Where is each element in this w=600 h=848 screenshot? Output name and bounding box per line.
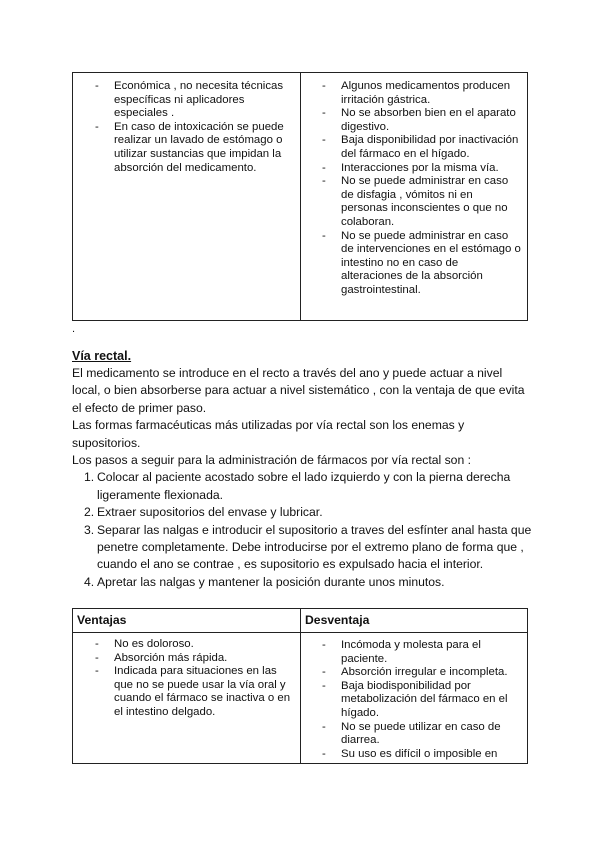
bullet-item [322, 679, 521, 721]
oral-disadvantages-cell [301, 73, 528, 321]
dash-marker: - [95, 80, 99, 92]
dash-marker: - [322, 229, 326, 242]
dash-marker: - [322, 161, 326, 174]
bullet-item [322, 175, 521, 229]
bullet-text: Económica , no necesita técnicas específicas ni aplicadores especiales . [114, 80, 284, 120]
bullet-text: Baja biodisponibilidad por metabolización del fármaco en el hígado. [341, 679, 508, 719]
bullet-text: No se absorben bien en el aparato digestivo. [341, 107, 516, 133]
rectal-section [72, 348, 532, 591]
bullet-text: No se puede utilizar en caso de diarrea. [341, 720, 501, 747]
rectal-advantages-cell [73, 633, 301, 764]
dash-marker: - [95, 120, 99, 133]
dash-marker: - [95, 665, 99, 678]
bullet-text: Interacciones por la misma vía. [341, 161, 499, 174]
dash-marker: - [322, 80, 326, 92]
oral-route-table [72, 72, 528, 321]
rectal-disadvantages-cell [301, 633, 528, 764]
intro-paragraph: El medicamento se introduce en el recto a través del ano y puede actuar a nivel local, o bien absorberse para actuar a nivel sistemático , con la ventaja de que evita el efecto de primer paso. [72, 366, 525, 415]
step-item: 2. Extraer supositorios del envase y lubricar. [84, 505, 323, 520]
steps-intro: Los pasos a seguir para la administración de fármacos por vía rectal son : [72, 453, 472, 468]
dash-marker: - [322, 107, 326, 120]
bullet-item [95, 80, 295, 121]
rectal-disadvantages-list [322, 639, 521, 761]
oral-disadvantages-list [322, 80, 521, 298]
bullet-item [322, 161, 521, 176]
bullet-text: Algunos medicamentos producen irritación gástrica. [341, 80, 511, 106]
bullet-text: Absorción irregular e incompleta. [341, 666, 508, 679]
bullet-text: Indicada para situaciones en las que no se puede usar la vía oral y cuando el fármaco se inactiva o en el intestino delgado. [114, 665, 291, 718]
dash-marker: - [95, 651, 99, 664]
bullet-item [322, 229, 521, 298]
bullet-item [95, 120, 295, 175]
bullet-item [95, 665, 296, 719]
dash-marker: - [322, 639, 326, 651]
dash-marker: - [322, 134, 326, 147]
bullet-text: Baja disponibilidad por inactivación del fármaco en el hígado. [341, 134, 519, 160]
bullet-item [322, 134, 521, 161]
oral-advantages-cell [73, 73, 301, 321]
bullet-item [322, 720, 521, 748]
oral-advantages-list [95, 80, 295, 175]
step-item: 4. Apretar las nalgas y mantener la posición durante unos minutos. [84, 574, 445, 589]
step-item: 3. Separar las nalgas e introducir el supositorio a traves del esfínter anal hasta que penetre completamente. Debe introducirse por el extremo plano de forma que , cuando el ano se contrae , es supositorio es expulsado hacia el interior. [84, 522, 532, 572]
header-advantages: Ventajas [73, 609, 301, 633]
dash-marker: - [95, 638, 99, 650]
header-disadvantages: Desventaja [301, 609, 528, 633]
dash-marker: - [322, 666, 326, 679]
bullet-item [322, 107, 521, 134]
bullet-text: No se puede administrar en caso de disfagia , vómitos ni en personas inconscientes o que no colaboran. [341, 175, 509, 228]
dash-marker: - [322, 175, 326, 188]
bullet-text: Incómoda y molesta para el paciente. [341, 639, 481, 665]
bullet-text: No es doloroso. [114, 638, 194, 650]
rectal-advantages-list [95, 638, 296, 720]
bullet-text: Su uso es difícil o imposible en [341, 747, 498, 760]
bullet-text: En caso de intoxicación se puede realizar un lavado de estómago o utilizar sustancias que impidan la absorción del medicamento. [114, 120, 284, 174]
section-title: Vía rectal. [72, 349, 132, 363]
bullet-item [322, 80, 521, 107]
bullet-item [95, 638, 296, 652]
bullet-item [322, 639, 521, 666]
step-item: 1. Colocar al paciente acostado sobre el lado izquierdo y con la pierna derecha ligeramente flexionada. [84, 470, 511, 502]
stray-dot: . [72, 323, 76, 335]
bullet-text: Absorción más rápida. [114, 651, 228, 664]
bullet-item [322, 666, 521, 680]
bullet-item [322, 747, 521, 762]
dash-marker: - [322, 747, 326, 760]
bullet-item [95, 651, 296, 666]
bullet-text: No se puede administrar en caso de intervenciones en el estómago o intestino no en caso de alteraciones de la absorción gastrointestinal. [341, 229, 521, 296]
forms-paragraph: Las formas farmacéuticas más utilizadas por vía rectal son los enemas y supositorios. [72, 418, 465, 450]
rectal-route-table [72, 608, 528, 764]
dash-marker: - [322, 679, 326, 692]
steps-list [72, 469, 532, 591]
dash-marker: - [322, 720, 326, 733]
